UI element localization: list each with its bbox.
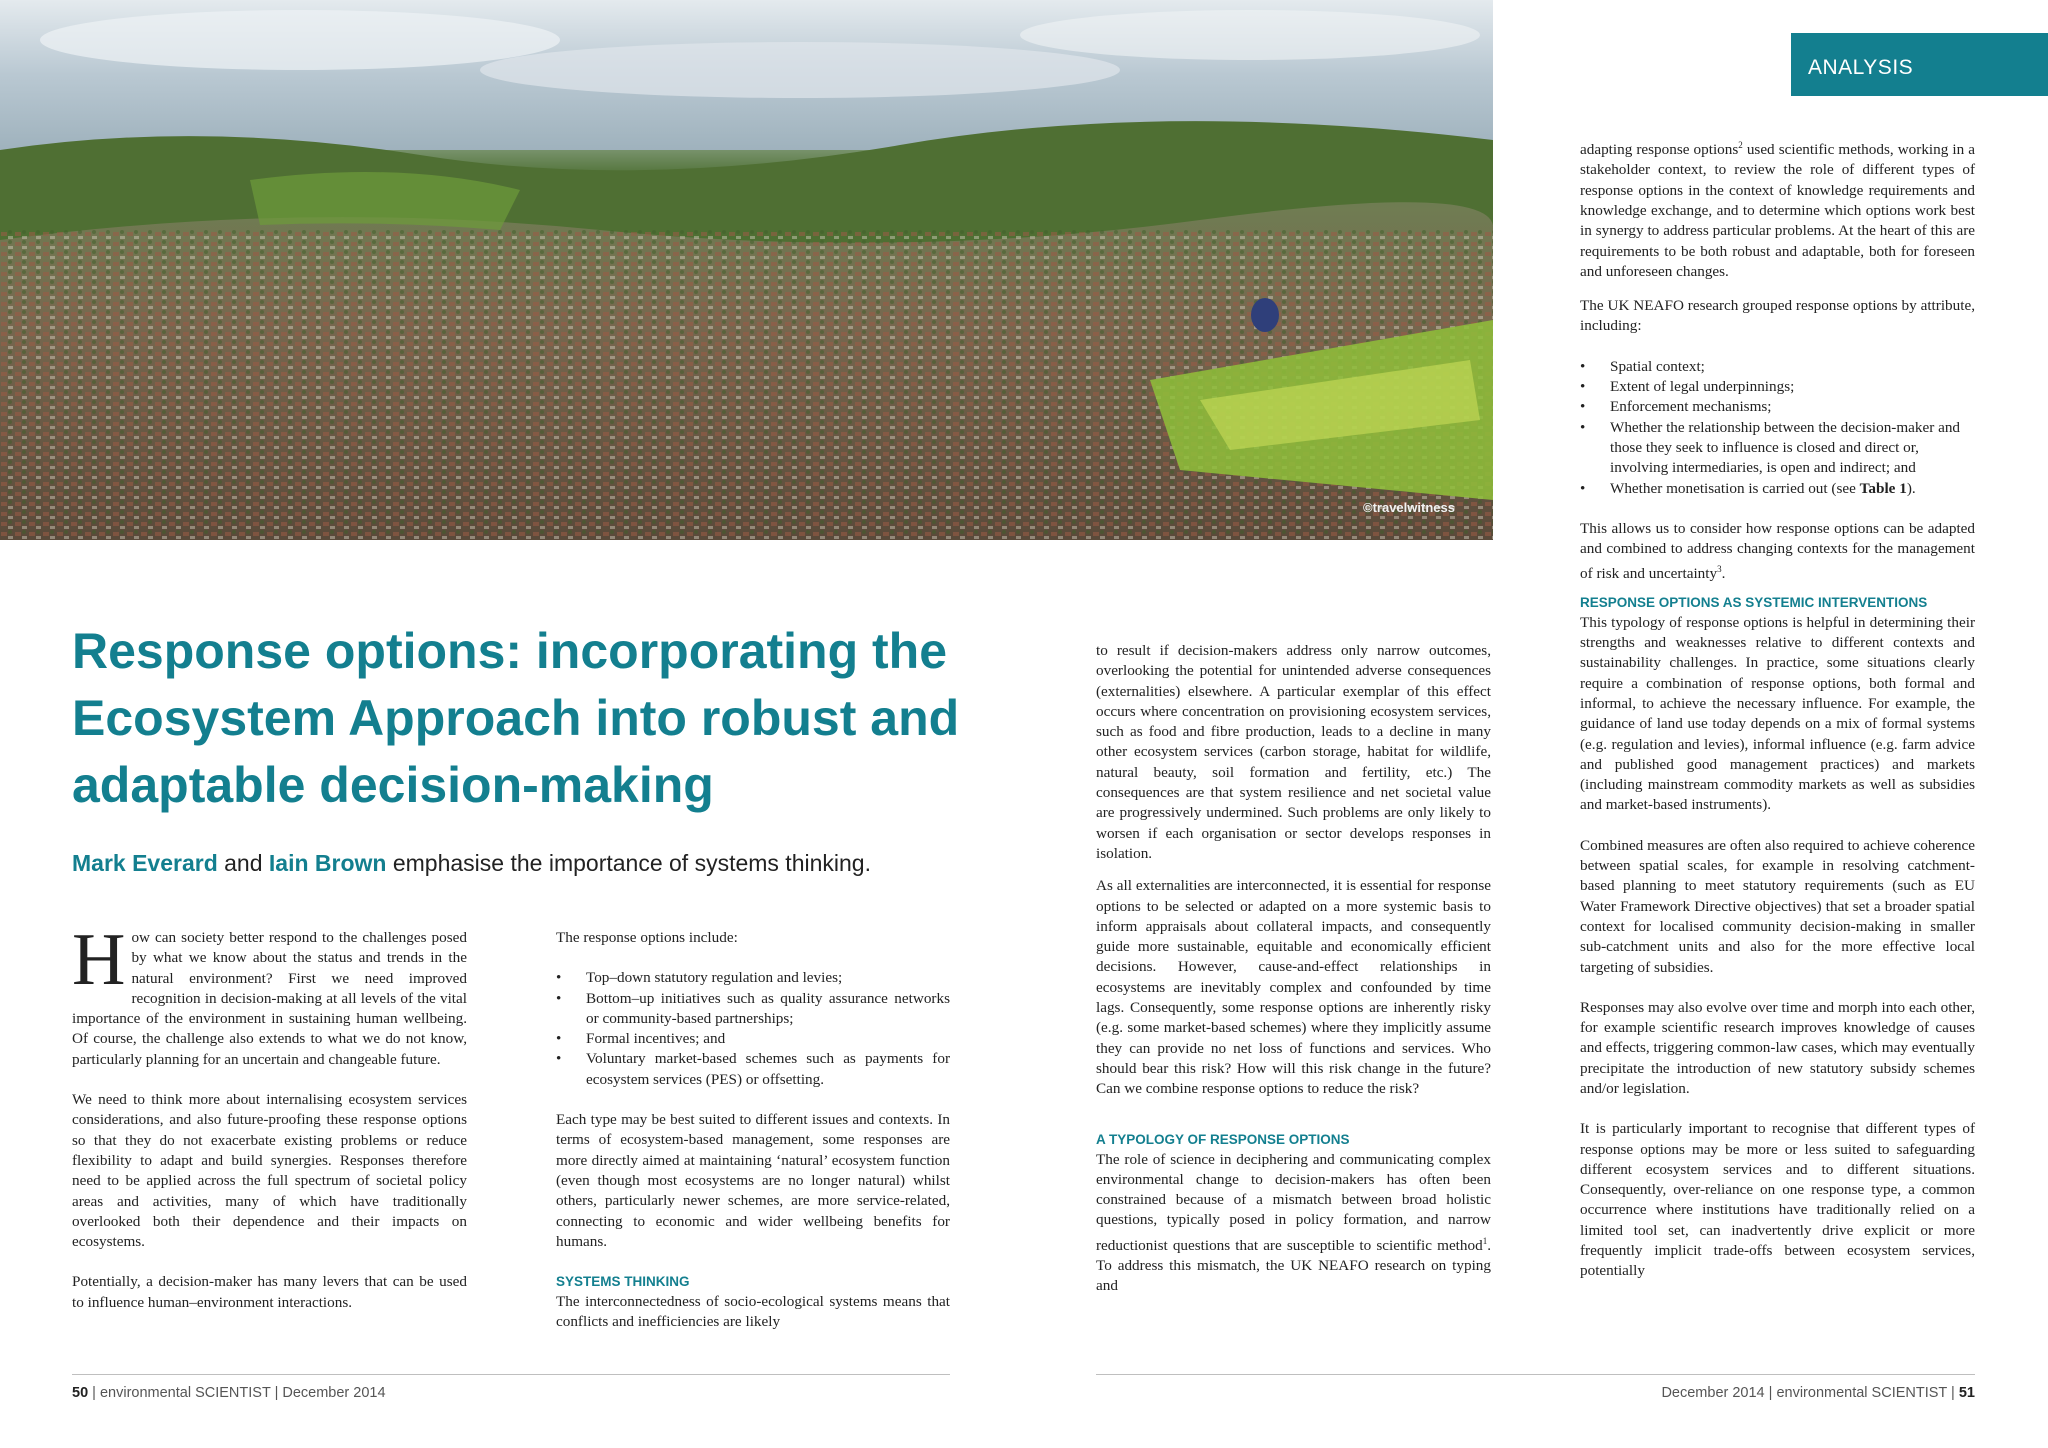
paragraph: It is particularly important to recognise that different types of response options may be more or less suited to safeguarding different ecosystem services and to different situations. Consequently, over-reliance on one response type, a common occurrence where institutions have traditionally relied on a limited tool set, can inadvertently drive explicit or more frequently implicit trade-offs between ecosystem services, potentially xyxy=(1580,1120,1975,1280)
list-item: • Formal incentives; and xyxy=(556,1030,726,1048)
section-heading: SYSTEMS THINKING xyxy=(556,1274,690,1290)
list-item: • Whether monetisation is carried out (see Table 1). xyxy=(1580,479,1916,497)
paragraph: We need to think more about internalising ecosystem services considerations, and also future-proofing these response options so that they do not exacerbate existing problems or reduce flexibility to adapt and build synergies. Responses therefore need to be applied across the full spectrum of societal policy areas and activities, many of which have traditionally overlooked both their dependence and their impacts on ecosystems. xyxy=(72,1091,467,1251)
byline-and: and xyxy=(217,850,269,876)
list-item: • Spatial context; xyxy=(1580,357,1705,375)
drop-cap: H xyxy=(72,919,126,1001)
column-4 xyxy=(1580,135,1975,1302)
column-3 xyxy=(1096,641,1491,1317)
section-heading: A TYPOLOGY OF RESPONSE OPTIONS xyxy=(1096,1131,1350,1147)
author-name: Mark Everard xyxy=(72,850,218,876)
section-heading: RESPONSE OPTIONS AS SYSTEMIC INTERVENTIONS xyxy=(1580,594,1928,610)
footer-rule-left xyxy=(72,1374,950,1375)
author-name: Iain Brown xyxy=(268,850,387,876)
bullet-list xyxy=(556,968,950,1090)
list-item: • Extent of legal underpinnings; xyxy=(1580,378,1795,396)
list-item: • Top–down statutory regulation and levies; xyxy=(556,969,843,987)
paragraph: The interconnectedness of socio-ecological systems means that conflicts and inefficiencies are likely xyxy=(556,1293,950,1331)
photo-credit: ©travelwitness xyxy=(1363,500,1455,515)
folio-left: 50 | environmental SCIENTIST | December 2014 xyxy=(72,1385,386,1401)
footer-rule-right xyxy=(1096,1374,1975,1375)
paragraph: Combined measures are often also required to achieve coherence between spatial scales, for example in resolving catchment-based planning to meet statutory requirements (such as EU Water Framework Directive objectives) that set a broader spatial context for localised community decision-making in smaller sub-catchment units and also for the more effective local targeting of subsidies. xyxy=(1580,836,1975,976)
list-item: • Whether the relationship between the decision-maker and those they seek to influence is closed and direct or, involving intermediaries, is open and indirect; and xyxy=(1580,418,1961,477)
paragraph: How can society better respond to the challenges posed by what we know about the status and trends in the natural environment? First we need improved recognition in decision-making at all levels of the vital importance of the environment in sustaining human wellbeing. Of course, the challenge also extends to what we do not know, particularly planning for an uncertain and changeable future. xyxy=(72,919,467,1068)
paragraph: Potentially, a decision-maker has many levers that can be used to influence human–environment interactions. xyxy=(72,1273,467,1311)
list-item: • Voluntary market-based schemes such as payments for ecosystem services (PES) or offsetting. xyxy=(556,1050,950,1088)
paragraph: Each type may be best suited to different issues and contexts. In terms of ecosystem-based management, some responses are more directly aimed at maintaining ‘natural’ ecosystem function (even though most ecosystems are no longer natural) whilst others, particularly newer schemes, are more service-related, connecting to economic and wider wellbeing benefits for humans. xyxy=(556,1111,950,1250)
paragraph: This allows us to consider how response options can be adapted and combined to address changing contexts for the management of risk and uncertainty$^3$. xyxy=(1580,519,1975,583)
hero-photo xyxy=(0,0,1493,540)
byline-text: emphasise the importance of systems thinking. xyxy=(386,850,871,876)
paragraph: adapting response options$^2$ used scientific methods, working in a stakeholder context, to review the role of different types of response options in the context of knowledge requirements and knowledge exchange, and to determine which options work best in synergy to address particular problems. At the heart of this are requirements to be both robust and adaptable, both for foreseen and unforeseen changes. xyxy=(1580,140,1975,280)
paragraph: The UK NEAFO research grouped response options by attribute, including: xyxy=(1580,297,1975,335)
column-2 xyxy=(556,928,950,1353)
paragraph: As all externalities are interconnected, it is essential for response options to be selected or adapted on a more systemic basis to inform appraisals about collateral impacts, and consequently guide more sustainable, equitable and economically efficient decisions. However, cause-and-effect relationships in ecosystems are inevitably complex and confounded by time lags. Consequently, some response options are inherently risky (e.g. some market-based schemes) where they implicitly assume they can provide no net loss of functions and services. Who should bear this risk? How will this risk change in the future? Can we combine response options to reduce the risk? xyxy=(1096,877,1491,1098)
landscape-illustration xyxy=(0,0,1493,540)
paragraph: The response options include: xyxy=(556,929,738,946)
list-item: • Enforcement mechanisms; xyxy=(1580,398,1772,416)
paragraph: The role of science in deciphering and communicating complex environmental change to decision-makers has often been constrained because of a mismatch between broad holistic questions, typically posed in policy formation, and narrow reductionist questions that are susceptible to scientific method$^1$. To address this mismatch, the UK NEAFO research on typing and xyxy=(1096,1150,1491,1295)
bullet-list xyxy=(1580,357,1975,499)
list-item: • Bottom–up initiatives such as quality assurance networks or community-based partnerships; xyxy=(556,989,950,1027)
section-tab: ANALYSIS xyxy=(1791,33,2048,96)
paragraph: Responses may also evolve over time and morph into each other, for example scientific research improves knowledge of causes and effects, triggering common-law cases, which may eventually precipitate the introduction of new statutory subsidy schemes and/or legislation. xyxy=(1580,998,1975,1097)
column-1 xyxy=(72,919,467,1333)
byline xyxy=(72,850,871,877)
paragraph: to result if decision-makers address only narrow outcomes, overlooking the potential for unintended adverse consequences (externalities) elsewhere. A particular exemplar of this effect occurs where concentration on provisioning ecosystem services, such as food and fibre production, leads to a decline in many other ecosystem services (carbon storage, habitat for wildlife, natural beauty, soil formation and fertility, etc.) The consequences are that system resilience and net societal value are progressively undermined. Such problems are only likely to worsen if each organisation or sector develops responses in isolation. xyxy=(1096,642,1491,862)
paragraph: This typology of response options is helpful in determining their strengths and weaknesses relative to different contexts and sustainability challenges. In practice, some situations clearly require a combination of response options, both formal and informal, to achieve the necessary influence. For example, the guidance of land use today depends on a mix of formal systems (e.g. regulation and levies), informal influence (e.g. farm advice and published good management practices) and markets (including mainstream commodity markets as well as subsidies and market-based instruments). xyxy=(1580,613,1975,814)
article-title: Response options: incorporating the Ecosystem Approach into robust and adaptable decision-making xyxy=(72,623,960,813)
folio-right: December 2014 | environmental SCIENTIST | 51 xyxy=(1661,1385,1975,1401)
